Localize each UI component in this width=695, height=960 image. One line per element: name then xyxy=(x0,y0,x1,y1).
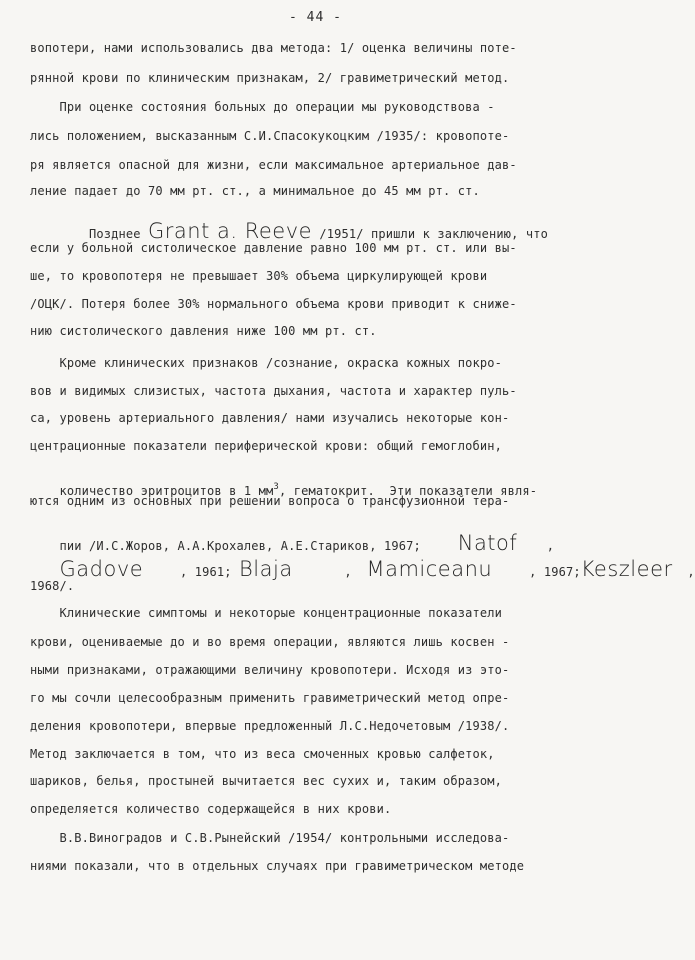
text-segment: /1951/ пришли к заключению, что xyxy=(312,227,549,241)
text-line: ными признаками, отражающими величину кровопотери. Исходя из это- xyxy=(30,663,510,677)
text-line: ниями показали, что в отдельных случаях при гравиметрическом методе xyxy=(30,859,525,873)
handwritten-author-name: Gadove xyxy=(59,557,144,581)
text-line: ря является опасной для жизни, если максимальное артериальное дав- xyxy=(30,158,517,172)
text-line: /ОЦК/. Потеря более 30% нормального объема крови приводит к сниже- xyxy=(30,297,517,311)
text-line: го мы сочли целесообразным применить гравиметрический метод опре- xyxy=(30,691,510,705)
text-line: Метод заключается в том, что из веса смоченных кровью салфеток, xyxy=(30,747,495,761)
text-line: деления кровопотери, впервые предложенный Л.С.Недочетовым /1938/. xyxy=(30,719,510,733)
text-line: вов и видимых слизистых, частота дыхания, частота и характер пуль- xyxy=(30,384,517,398)
handwritten-author-name: Grant a. Reeve xyxy=(148,219,313,243)
handwritten-author-name: Keszleer xyxy=(580,557,673,581)
text-line: рянной крови по клиническим признакам, 2/ гравиметрический метод. xyxy=(30,71,510,85)
text-line: определяется количество содержащейся в них крови. xyxy=(30,802,392,816)
text-segment: , xyxy=(687,565,695,579)
text-line: Клинические симптомы и некоторые концентрационные показатели xyxy=(30,606,502,620)
handwritten-author-name: Natof xyxy=(457,531,518,555)
text-line: ются одним из основных при решении вопроса о трансфузионной тера- xyxy=(30,494,510,508)
handwritten-author-name: Blaja xyxy=(239,557,293,581)
text-line: 1968/. xyxy=(30,579,75,593)
text-line: са, уровень артериального давления/ нами изучались некоторые кон- xyxy=(30,411,510,425)
text-line: если у больной систолическое давление равно 100 мм рт. ст. или вы- xyxy=(30,241,517,255)
superscript: 3 xyxy=(273,482,279,492)
page-number: - 44 - xyxy=(289,10,342,25)
text-line: ше, то кровопотеря не превышает 30% объема циркулирующей крови xyxy=(30,269,488,283)
text-line: нию систолического давления ниже 100 мм рт. ст. xyxy=(30,324,377,338)
text-line: При оценке состояния больных до операции мы руководствова - xyxy=(30,100,495,114)
text-line: Кроме клинических признаков /сознание, окраска кожных покро- xyxy=(30,356,502,370)
text-segment: Позднее xyxy=(59,227,148,241)
text-segment: , 1961; xyxy=(180,565,232,579)
text-segment: , xyxy=(546,539,555,553)
text-line: лись положением, высказанным С.И.Спасокукоцким /1935/: кровопоте- xyxy=(30,129,510,143)
text-segment: , xyxy=(344,565,352,579)
text-line: В.В.Виноградов и С.В.Рынейский /1954/ контрольными исследова- xyxy=(30,831,510,845)
text-line: центрационные показатели периферической крови: общий гемоглобин, xyxy=(30,439,502,453)
text-segment: , 1967; xyxy=(529,565,581,579)
text-line: ление падает до 70 мм рт. ст., а минимальное до 45 мм рт. ст. xyxy=(30,184,480,198)
text-line: крови, оцениваемые до и во время операции, являются лишь косвен - xyxy=(30,635,510,649)
text-line: вопотери, нами использовались два метода: 1/ оценка величины поте- xyxy=(30,41,517,55)
text-segment: пии /И.С.Жоров, А.А.Крохалев, А.Е.Стариков, 1967; xyxy=(59,539,421,553)
text-segment: , гематокрит. Эти показатели явля- xyxy=(278,484,538,498)
text-segment: количество эритроцитов в 1 мм xyxy=(59,484,274,498)
text-line: шариков, белья, простыней вычитается вес сухих и, таким образом, xyxy=(30,774,502,788)
handwritten-author-name: Mamiceanu xyxy=(366,557,493,581)
text-line-with-handwriting xyxy=(30,545,695,596)
